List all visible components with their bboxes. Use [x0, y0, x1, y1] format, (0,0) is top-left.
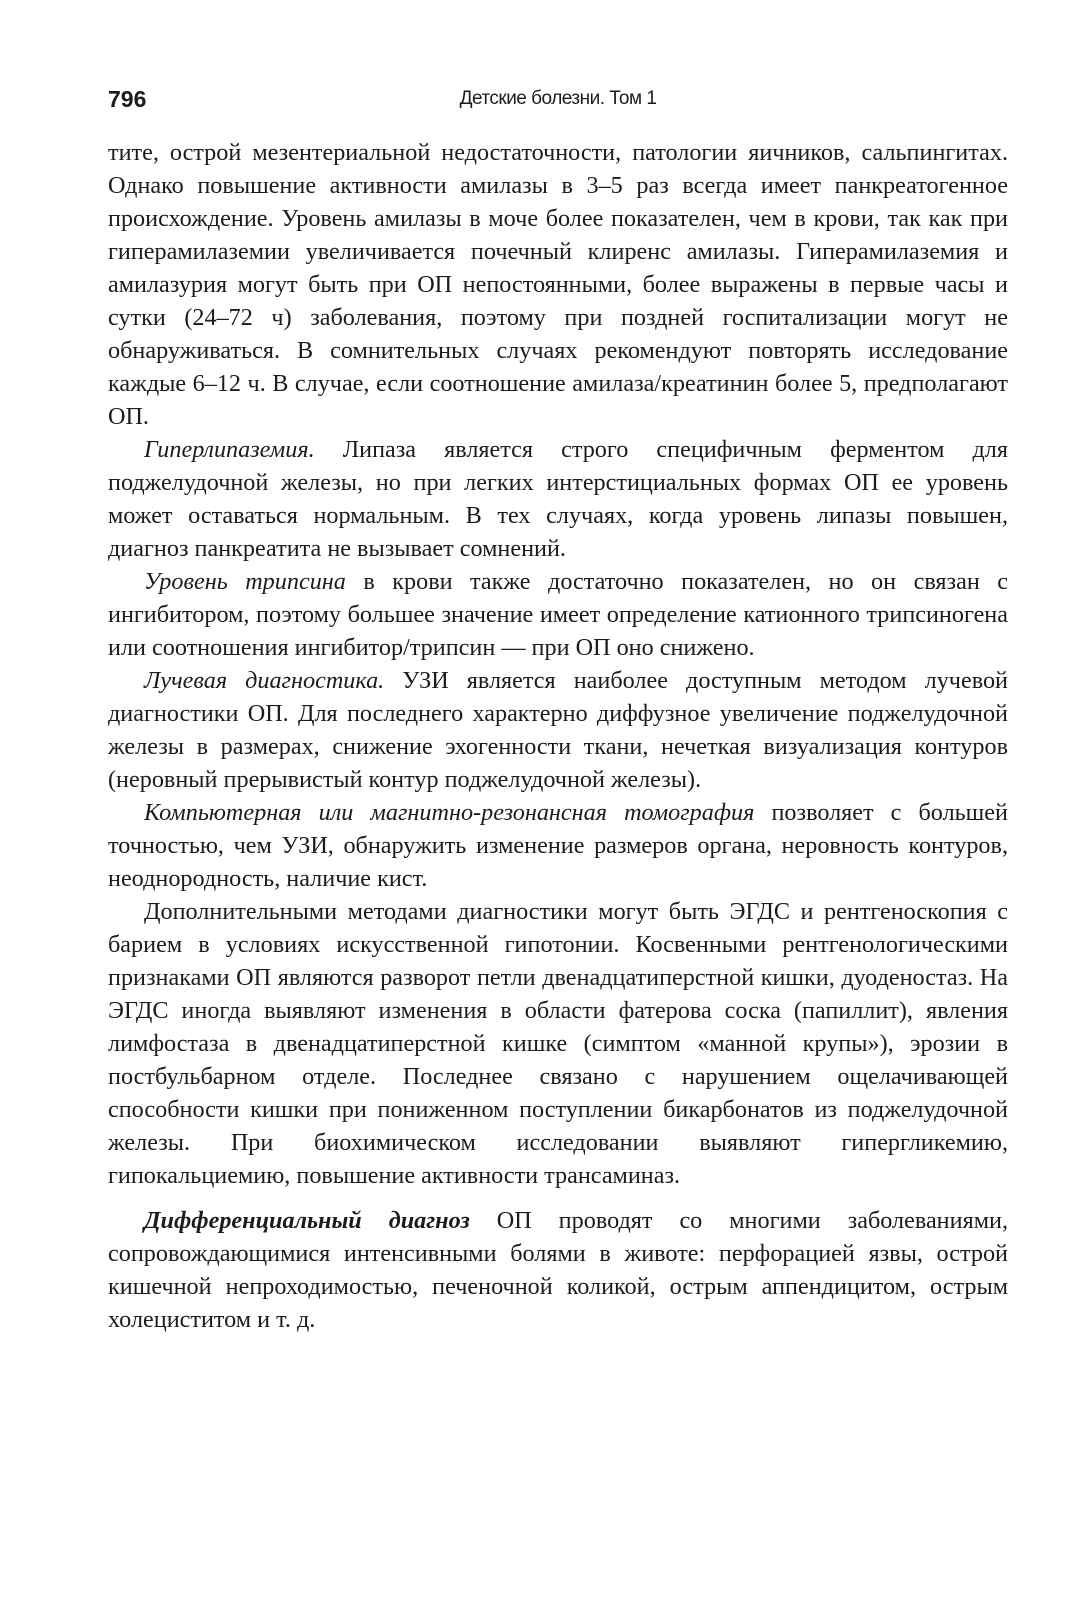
- paragraph-additional-methods: Дополнительными методами диагностики могут быть ЭГДС и рентгеноскопия с барием в условиях искусственной гипотонии. Косвенными рентгенологическими признаками ОП являются разворот петли двенадцатиперстной кишки, дуоденостаз. На ЭГДС иногда выявляют изменения в области фатерова соска (папиллит), явления лимфостаза в двенадцатиперстной кишке (симптом «манной крупы»), эрозии в постбульбарном отделе. Последнее связано с нарушением ощелачивающей способности кишки при пониженном поступлении бикарбонатов из поджелудочной железы. При биохимическом исследовании выявляют гипергликемию, гипокальциемию, повышение активности трансаминаз.: [108, 898, 1008, 1189]
- paragraph-trypsin: [108, 565, 1008, 664]
- paragraph-tomography-text: позволяет с большей точностью, чем УЗИ, обнаружить изменение размеров органа, неровность контуров, неоднородность, наличие кист.: [108, 799, 1008, 892]
- paragraph-radiology-text: УЗИ является наиболее доступным методом лучевой диагностики ОП. Для последнего характерно диффузное увеличение поджелудочной железы в размерах, снижение эхогенности ткани, нечеткая визуализация контуров (неровный прерывистый контур поджелудочной железы).: [108, 667, 1008, 793]
- paragraph-differential-diagnosis: [108, 1204, 1008, 1336]
- body-text: [108, 136, 1008, 1336]
- paragraph-trypsin-text: в крови также достаточно показателен, но он связан с ингибитором, поэтому большее значение имеет определение катионного трипсиногена или соотношения ингибитор/трипсин — при ОП оно снижено.: [108, 568, 1008, 661]
- paragraph-amylase: тите, острой мезентериальной недостаточности, патологии яичников, сальпингитах. Однако повышение активности амилазы в 3–5 раз всегда имеет панкреатогенное происхождение. Уровень амилазы в моче более показателен, чем в крови, так как при гиперамилаземии увеличивается почечный клиренс амилазы. Гиперамилаземия и амилазурия могут быть при ОП непостоянными, более выражены в первые часы и сутки (24–72 ч) заболевания, поэтому при поздней госпитализации могут не обнаруживаться. В сомнительных случаях рекомендуют повторять исследование каждые 6–12 ч. В случае, если соотношение амилаза/креатинин более 5, предполагают ОП.: [108, 139, 1008, 430]
- paragraph-tomography: [108, 796, 1008, 895]
- paragraph-lipase-text: Липаза является строго специфичным ферментом для поджелудочной железы, но при легких интерстициальных формах ОП ее уровень может оставаться нормальным. В тех случаях, когда уровень липазы повышен, диагноз панкреатита не вызывает сомнений.: [108, 436, 1008, 562]
- term-hyperlipasemia: Гиперлипаземия.: [144, 436, 315, 463]
- paragraph-radiology: [108, 664, 1008, 796]
- term-tomography: Компьютерная или магнитно-резонансная томография: [144, 799, 755, 826]
- running-title: Детские болезни. Том 1: [459, 88, 657, 109]
- page-number: 796: [108, 86, 147, 112]
- paragraph-lipase: [108, 433, 1008, 565]
- page-header: [108, 86, 1008, 116]
- term-differential-diagnosis: Дифференциальный диагноз: [144, 1207, 470, 1234]
- term-radiology: Лучевая диагностика.: [144, 667, 385, 694]
- paragraph-differential-diagnosis-text: ОП проводят со многими заболеваниями, сопровождающимися интенсивными болями в животе: перфорацией язвы, острой кишечной непроходимостью, печеночной коликой, острым аппендицитом, острым холециститом и т. д.: [108, 1207, 1008, 1333]
- term-trypsin-level: Уровень трипсина: [144, 568, 346, 595]
